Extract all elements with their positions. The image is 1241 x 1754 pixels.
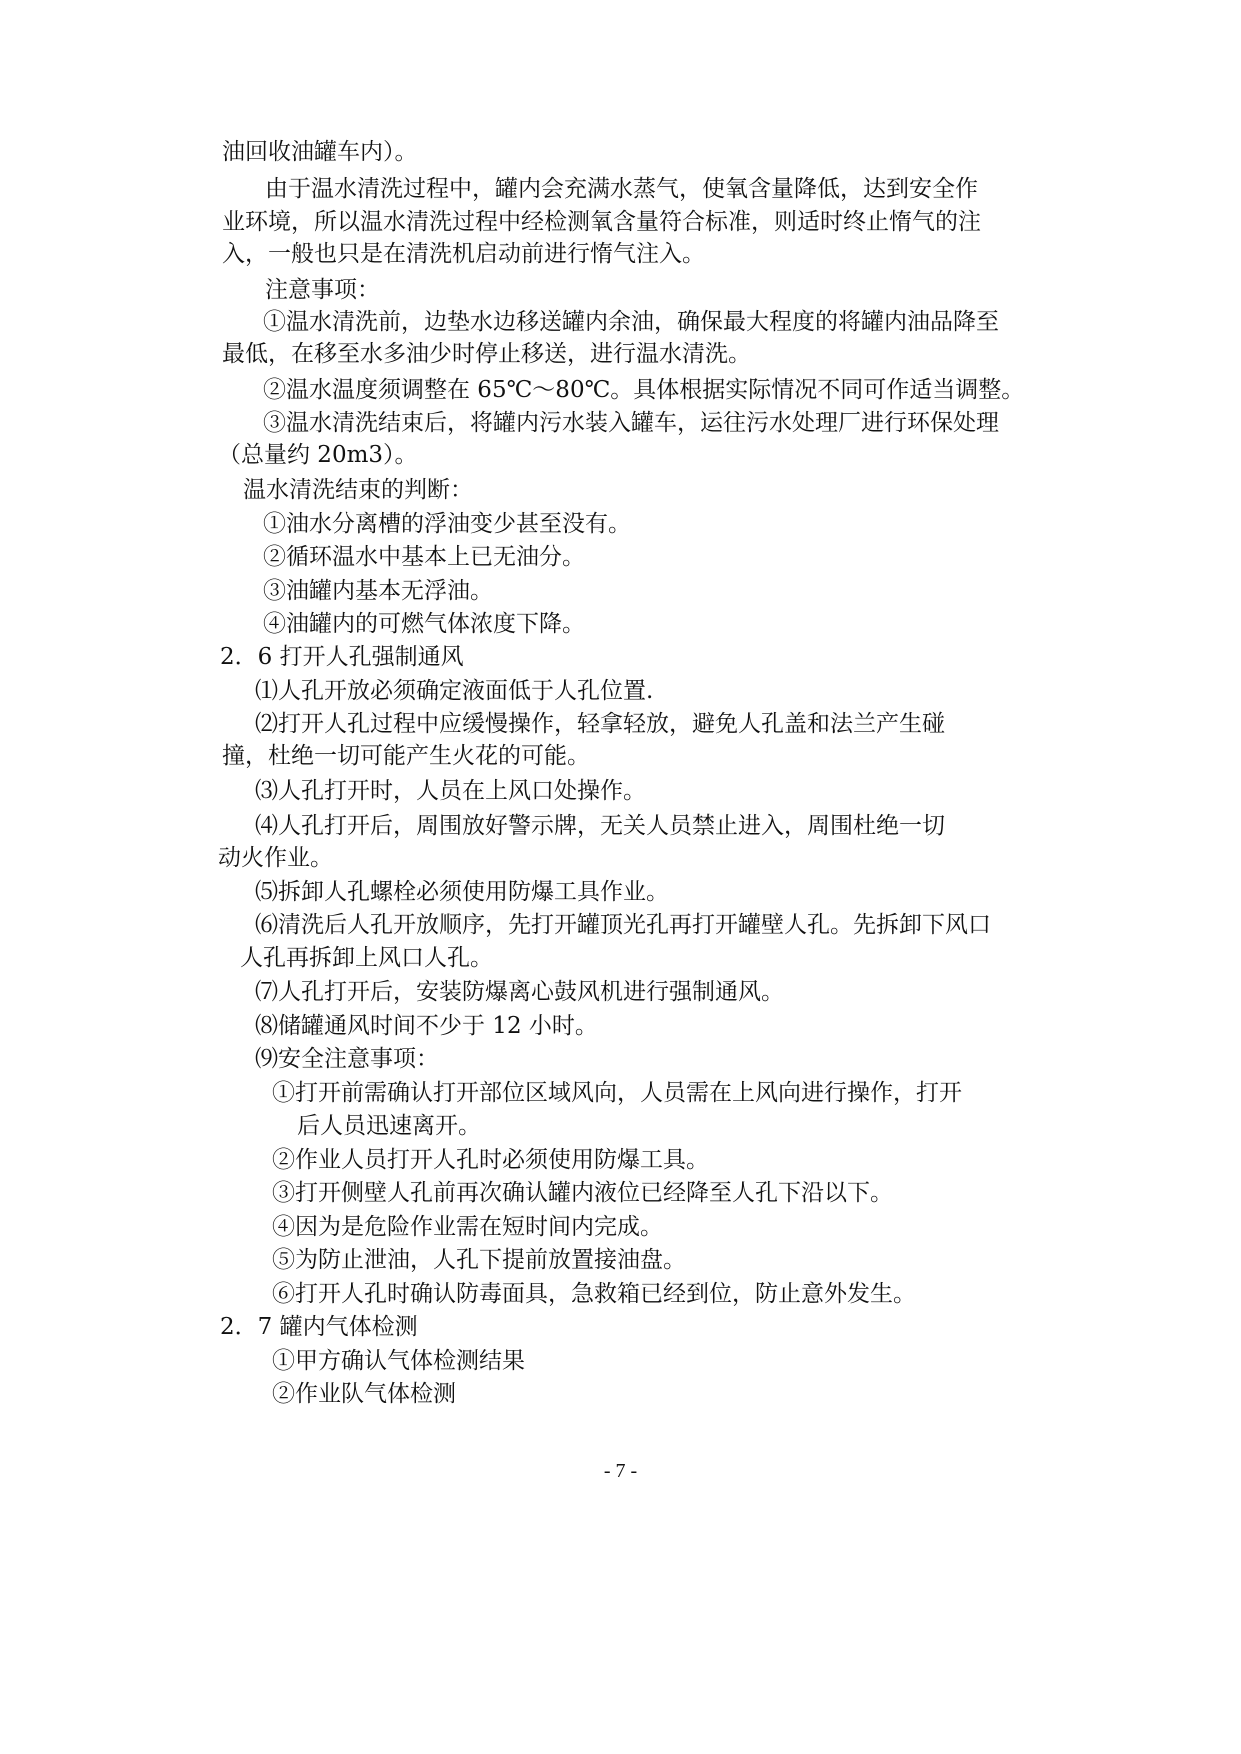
text-line: ③打开侧壁人孔前再次确认罐内液位已经降至人孔下沿以下。 xyxy=(272,1180,893,1206)
text-line: ⑺人孔打开后，安装防爆离心鼓风机进行强制通风。 xyxy=(255,979,784,1005)
text-line: 温水清洗结束的判断： xyxy=(243,477,473,503)
text-line: ⑴人孔开放必须确定液面低于人孔位置. xyxy=(255,678,654,704)
text-line: ⑶人孔打开时，人员在上风口处操作。 xyxy=(255,778,646,804)
text-line: ②作业队气体检测 xyxy=(272,1381,456,1407)
text-line: ②温水温度须调整在 65℃～80℃。具体根据实际情况不同可作适当调整。 xyxy=(263,377,1025,403)
section-heading: 2．7 罐内气体检测 xyxy=(220,1314,418,1340)
text-line: 油回收油罐车内）。 xyxy=(222,139,418,165)
text-line: ④油罐内的可燃气体浓度下降。 xyxy=(263,611,585,637)
text-line: ①打开前需确认打开部位区域风向，人员需在上风向进行操作，打开 xyxy=(272,1080,962,1106)
text-line: ⑵打开人孔过程中应缓慢操作，轻拿轻放，避免人孔盖和法兰产生碰 xyxy=(255,711,945,737)
text-line: ⑹清洗后人孔开放顺序，先打开罐顶光孔再打开罐壁人孔。先拆卸下风口 xyxy=(255,912,991,938)
text-line: ①温水清洗前，边垫水边移送罐内余油，确保最大程度的将罐内油品降至 xyxy=(263,309,999,335)
text-line: 后人员迅速离开。 xyxy=(297,1113,481,1139)
text-line: ③温水清洗结束后，将罐内污水装入罐车，运往污水处理厂进行环保处理 xyxy=(263,410,999,436)
text-line: ②作业人员打开人孔时必须使用防爆工具。 xyxy=(272,1147,709,1173)
text-line: ④因为是危险作业需在短时间内完成。 xyxy=(272,1214,663,1240)
text-line: ②循环温水中基本上已无油分。 xyxy=(263,544,585,570)
text-line: ③油罐内基本无浮油。 xyxy=(263,578,493,604)
text-line: 最低，在移至水多油少时停止移送，进行温水清洗。 xyxy=(222,341,751,367)
text-line: ⑥打开人孔时确认防毒面具，急救箱已经到位，防止意外发生。 xyxy=(272,1281,916,1307)
text-line: ①甲方确认气体检测结果 xyxy=(272,1348,525,1374)
text-line: 人孔再拆卸上风口人孔。 xyxy=(240,945,493,971)
text-line: ⑤为防止泄油，人孔下提前放置接油盘。 xyxy=(272,1247,686,1273)
text-line: 业环境，所以温水清洗过程中经检测氧含量符合标准，则适时终止惰气的注 xyxy=(222,209,981,235)
text-line: ⑸拆卸人孔螺栓必须使用防爆工具作业。 xyxy=(255,879,669,905)
section-heading: 2．6 打开人孔强制通风 xyxy=(220,644,464,670)
text-line: 注意事项： xyxy=(265,277,380,303)
text-line: （总量约 20m3）。 xyxy=(218,442,418,468)
text-line: 撞，杜绝一切可能产生火花的可能。 xyxy=(222,743,590,769)
text-line: 由于温水清洗过程中，罐内会充满水蒸气，使氧含量降低，达到安全作 xyxy=(265,176,978,202)
text-line: ⑻储罐通风时间不少于 12 小时。 xyxy=(255,1013,598,1039)
text-line: ⑼安全注意事项： xyxy=(255,1046,439,1072)
text-line: 动火作业。 xyxy=(218,845,333,871)
text-line: ⑷人孔打开后，周围放好警示牌，无关人员禁止进入，周围杜绝一切 xyxy=(255,813,945,839)
text-line: 入，一般也只是在清洗机启动前进行惰气注入。 xyxy=(222,241,705,267)
page-number: - 7 - xyxy=(603,1460,638,1482)
text-line: ①油水分离槽的浮油变少甚至没有。 xyxy=(263,511,631,537)
